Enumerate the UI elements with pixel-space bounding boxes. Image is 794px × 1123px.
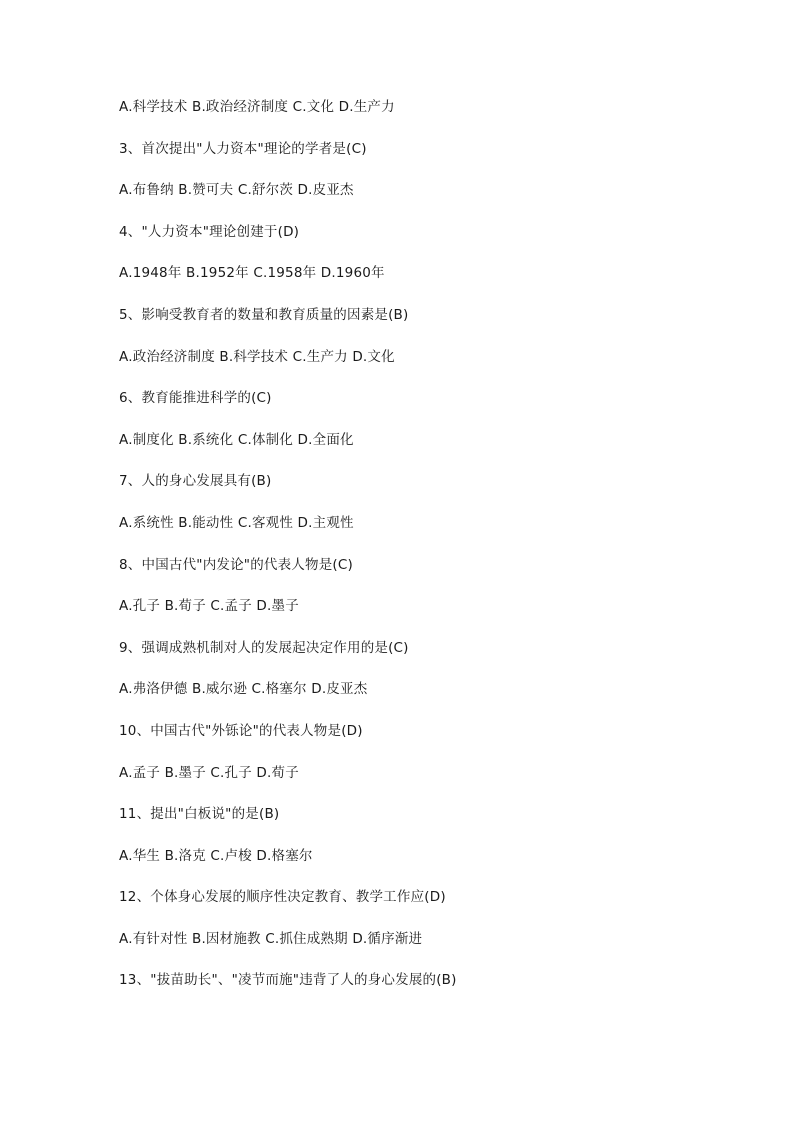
question-10: 10、中国古代"外铄论"的代表人物是(D)	[119, 722, 363, 739]
answer-options-11: A.华生 B.洛克 C.卢梭 D.格塞尔	[119, 847, 313, 864]
question-5: 5、影响受教育者的数量和教育质量的因素是(B)	[119, 306, 409, 323]
answer-options-10: A.孟子 B.墨子 C.孔子 D.荀子	[119, 764, 299, 781]
question-9: 9、强调成熟机制对人的发展起决定作用的是(C)	[119, 639, 409, 656]
answer-options-3: A.布鲁纳 B.赞可夫 C.舒尔茨 D.皮亚杰	[119, 182, 354, 199]
question-8: 8、中国古代"内发论"的代表人物是(C)	[119, 556, 353, 573]
answer-options-7: A.系统性 B.能动性 C.客观性 D.主观性	[119, 514, 354, 531]
answer-options-8: A.孔子 B.荀子 C.孟子 D.墨子	[119, 598, 299, 615]
question-6: 6、教育能推进科学的(C)	[119, 390, 272, 407]
question-13: 13、"拔苗助长"、"凌节而施"违背了人的身心发展的(B)	[119, 972, 457, 989]
answer-options-6: A.制度化 B.系统化 C.体制化 D.全面化	[119, 431, 354, 448]
answer-options-5: A.政治经济制度 B.科学技术 C.生产力 D.文化	[119, 348, 395, 365]
question-3: 3、首次提出"人力资本"理论的学者是(C)	[119, 140, 367, 157]
question-4: 4、"人力资本"理论创建于(D)	[119, 223, 300, 240]
answer-options-12: A.有针对性 B.因材施教 C.抓住成熟期 D.循序渐进	[119, 930, 423, 947]
question-11: 11、提出"白板说"的是(B)	[119, 806, 280, 823]
question-7: 7、人的身心发展具有(B)	[119, 473, 272, 490]
answer-options-2: A.科学技术 B.政治经济制度 C.文化 D.生产力	[119, 99, 395, 115]
answer-options-9: A.弗洛伊德 B.威尔逊 C.格塞尔 D.皮亚杰	[119, 681, 368, 698]
answer-options-4: A.1948年 B.1952年 C.1958年 D.1960年	[119, 265, 385, 282]
question-12: 12、个体身心发展的顺序性决定教育、教学工作应(D)	[119, 889, 446, 906]
question-list	[119, 96, 759, 1011]
